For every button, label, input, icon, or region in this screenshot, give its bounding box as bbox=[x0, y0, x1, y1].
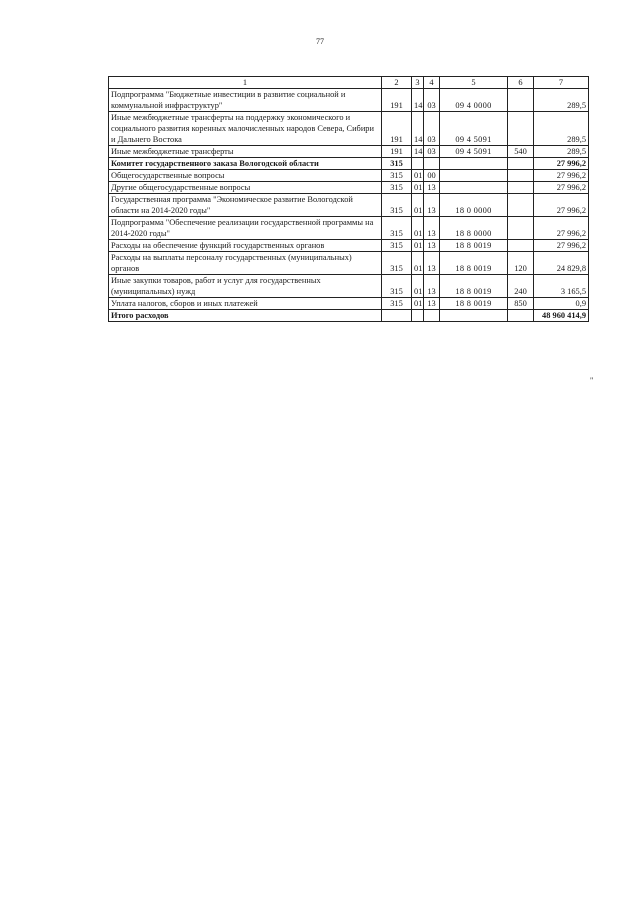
table-row bbox=[109, 194, 589, 217]
row-expense-type bbox=[508, 158, 534, 170]
row-grbs: 315 bbox=[382, 194, 412, 217]
row-target-article: 09 4 5091 bbox=[440, 146, 508, 158]
table-row bbox=[109, 146, 589, 158]
row-section: 01 bbox=[412, 194, 424, 217]
row-name: Подпрограмма "Обеспечение реализации государственной программы на 2014-2020 годы" bbox=[109, 217, 382, 240]
table-row bbox=[109, 89, 589, 112]
row-section: 01 bbox=[412, 217, 424, 240]
table-row bbox=[109, 240, 589, 252]
row-sum: 289,5 bbox=[534, 146, 589, 158]
row-expense-type: 850 bbox=[508, 298, 534, 310]
column-header-row bbox=[109, 77, 589, 89]
row-grbs: 191 bbox=[382, 146, 412, 158]
column-header: 7 bbox=[534, 77, 589, 89]
closing-quote-mark: " bbox=[590, 376, 594, 385]
total-label: Итого расходов bbox=[109, 310, 382, 322]
row-subsection: 13 bbox=[424, 252, 440, 275]
row-subsection: 13 bbox=[424, 240, 440, 252]
row-target-article: 18 8 0019 bbox=[440, 275, 508, 298]
row-section: 01 bbox=[412, 275, 424, 298]
row-expense-type bbox=[508, 182, 534, 194]
row-subsection: 03 bbox=[424, 112, 440, 146]
row-section: 01 bbox=[412, 182, 424, 194]
row-target-article bbox=[440, 170, 508, 182]
row-name: Иные закупки товаров, работ и услуг для государственных (муниципальных) нужд bbox=[109, 275, 382, 298]
row-expense-type bbox=[508, 240, 534, 252]
row-sum: 27 996,2 bbox=[534, 240, 589, 252]
table-body bbox=[109, 89, 589, 310]
row-expense-type bbox=[508, 194, 534, 217]
row-sum: 27 996,2 bbox=[534, 158, 589, 170]
row-target-article: 18 8 0019 bbox=[440, 298, 508, 310]
row-name: Другие общегосударственные вопросы bbox=[109, 182, 382, 194]
total-sum: 48 960 414,9 bbox=[534, 310, 589, 322]
page-number: 77 bbox=[316, 37, 324, 46]
table-row bbox=[109, 298, 589, 310]
row-grbs: 315 bbox=[382, 275, 412, 298]
row-subsection: 03 bbox=[424, 89, 440, 112]
row-name: Расходы на выплаты персоналу государственных (муниципальных) органов bbox=[109, 252, 382, 275]
row-grbs: 315 bbox=[382, 217, 412, 240]
column-header: 4 bbox=[424, 77, 440, 89]
row-sum: 3 165,5 bbox=[534, 275, 589, 298]
row-subsection bbox=[424, 158, 440, 170]
table-row bbox=[109, 217, 589, 240]
table-row bbox=[109, 275, 589, 298]
row-section: 14 bbox=[412, 146, 424, 158]
row-expense-type: 240 bbox=[508, 275, 534, 298]
row-name: Иные межбюджетные трансферты bbox=[109, 146, 382, 158]
row-expense-type bbox=[508, 217, 534, 240]
row-subsection: 13 bbox=[424, 275, 440, 298]
row-name: Государственная программа "Экономическое развитие Вологодской области на 2014-2020 годы" bbox=[109, 194, 382, 217]
row-subsection: 13 bbox=[424, 194, 440, 217]
row-expense-type: 540 bbox=[508, 146, 534, 158]
column-header: 2 bbox=[382, 77, 412, 89]
column-header: 5 bbox=[440, 77, 508, 89]
row-grbs: 191 bbox=[382, 112, 412, 146]
row-subsection: 13 bbox=[424, 217, 440, 240]
row-section bbox=[412, 158, 424, 170]
row-target-article: 18 8 0000 bbox=[440, 217, 508, 240]
table-row bbox=[109, 252, 589, 275]
table-row bbox=[109, 112, 589, 146]
row-grbs: 191 bbox=[382, 89, 412, 112]
row-sum: 289,5 bbox=[534, 89, 589, 112]
row-section: 01 bbox=[412, 240, 424, 252]
row-sum: 27 996,2 bbox=[534, 182, 589, 194]
column-header: 1 bbox=[109, 77, 382, 89]
row-name: Комитет государственного заказа Вологодской области bbox=[109, 158, 382, 170]
row-sum: 27 996,2 bbox=[534, 170, 589, 182]
row-name: Расходы на обеспечение функций государственных органов bbox=[109, 240, 382, 252]
row-subsection: 13 bbox=[424, 298, 440, 310]
row-target-article: 18 8 0019 bbox=[440, 240, 508, 252]
row-expense-type: 120 bbox=[508, 252, 534, 275]
row-grbs: 315 bbox=[382, 298, 412, 310]
row-name: Подпрограмма "Бюджетные инвестиции в развитие социальной и коммунальной инфраструктур" bbox=[109, 89, 382, 112]
row-subsection: 00 bbox=[424, 170, 440, 182]
row-subsection: 13 bbox=[424, 182, 440, 194]
row-grbs: 315 bbox=[382, 252, 412, 275]
row-grbs: 315 bbox=[382, 170, 412, 182]
expenditure-table bbox=[108, 76, 589, 322]
row-section: 01 bbox=[412, 252, 424, 275]
row-target-article: 09 4 5091 bbox=[440, 112, 508, 146]
row-target-article bbox=[440, 158, 508, 170]
row-sum: 27 996,2 bbox=[534, 194, 589, 217]
row-subsection: 03 bbox=[424, 146, 440, 158]
row-target-article: 18 8 0019 bbox=[440, 252, 508, 275]
row-grbs: 315 bbox=[382, 182, 412, 194]
row-expense-type bbox=[508, 89, 534, 112]
column-header: 6 bbox=[508, 77, 534, 89]
row-name: Уплата налогов, сборов и иных платежей bbox=[109, 298, 382, 310]
row-expense-type bbox=[508, 170, 534, 182]
column-header: 3 bbox=[412, 77, 424, 89]
row-grbs: 315 bbox=[382, 240, 412, 252]
row-section: 14 bbox=[412, 112, 424, 146]
table-row bbox=[109, 170, 589, 182]
row-grbs: 315 bbox=[382, 158, 412, 170]
table-row bbox=[109, 158, 589, 170]
row-target-article bbox=[440, 182, 508, 194]
row-target-article: 18 0 0000 bbox=[440, 194, 508, 217]
row-sum: 0,9 bbox=[534, 298, 589, 310]
table-row bbox=[109, 182, 589, 194]
row-section: 01 bbox=[412, 170, 424, 182]
row-sum: 24 829,8 bbox=[534, 252, 589, 275]
row-name: Общегосударственные вопросы bbox=[109, 170, 382, 182]
total-row bbox=[109, 310, 589, 322]
row-sum: 27 996,2 bbox=[534, 217, 589, 240]
row-section: 01 bbox=[412, 298, 424, 310]
row-sum: 289,5 bbox=[534, 112, 589, 146]
row-section: 14 bbox=[412, 89, 424, 112]
row-name: Иные межбюджетные трансферты на поддержку экономического и социального развития коренных малочисленных народов Севера, Сибири и Дальнего Востока bbox=[109, 112, 382, 146]
row-target-article: 09 4 0000 bbox=[440, 89, 508, 112]
row-expense-type bbox=[508, 112, 534, 146]
